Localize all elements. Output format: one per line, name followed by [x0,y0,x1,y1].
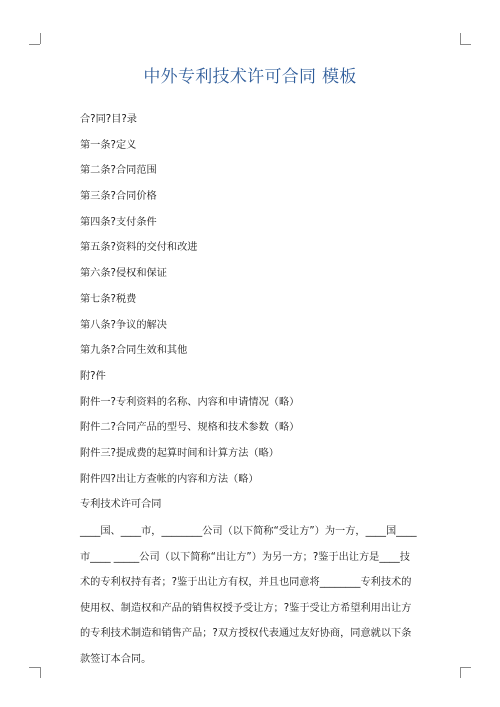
toc-item: 第四条?支付条件 [80,216,157,228]
toc-item: 第二条?合同范围 [80,165,157,177]
table-of-contents [80,112,299,523]
toc-item: 第六条?侵权和保证 [80,268,167,280]
toc-item: 第一条?定义 [80,139,137,151]
toc-item: 第八条?争议的解决 [80,319,167,331]
contract-heading: 专利技术许可合同 [80,499,162,511]
toc-appendix-heading: 附?件 [80,370,106,382]
toc-item: 第七条?税费 [80,293,137,305]
toc-item: 附件二?合同产品的型号、规格和技术参数（略） [80,422,300,434]
toc-item: 附件三?提成费的起算时间和计算方法（略） [80,447,279,459]
toc-item: 附件四?出让方查帐的内容和方法（略） [80,473,259,485]
toc-item: 第九条?合同生效和其他 [80,345,188,357]
toc-item: 附件一?专利资料的名称、内容和申请情况（略） [80,396,300,408]
document-title: 中外专利技术许可合同 模板 [143,67,357,87]
toc-item: 第三条?合同价格 [80,191,157,203]
toc-heading: 合?同?目?录 [80,114,137,125]
toc-item: 第五条?资料的交付和改进 [80,242,198,254]
contract-preamble-paragraph: ____国、____市，________公司（以下简称“受让方”）为一方，____国____市____ _____公司（以下简称“出让方”）为另一方；?鉴于出让方是____技术的专利权持有者；?鉴于出让方有权，并且也同意将________专利技术的使用权、制造权和产品的销售权授予受让方；?鉴于受让方希望利用出让方的专利技术制造和销售产品；?双方授权代表通过友好协商，同意就以下条款签订本合同。 [80,526,417,665]
